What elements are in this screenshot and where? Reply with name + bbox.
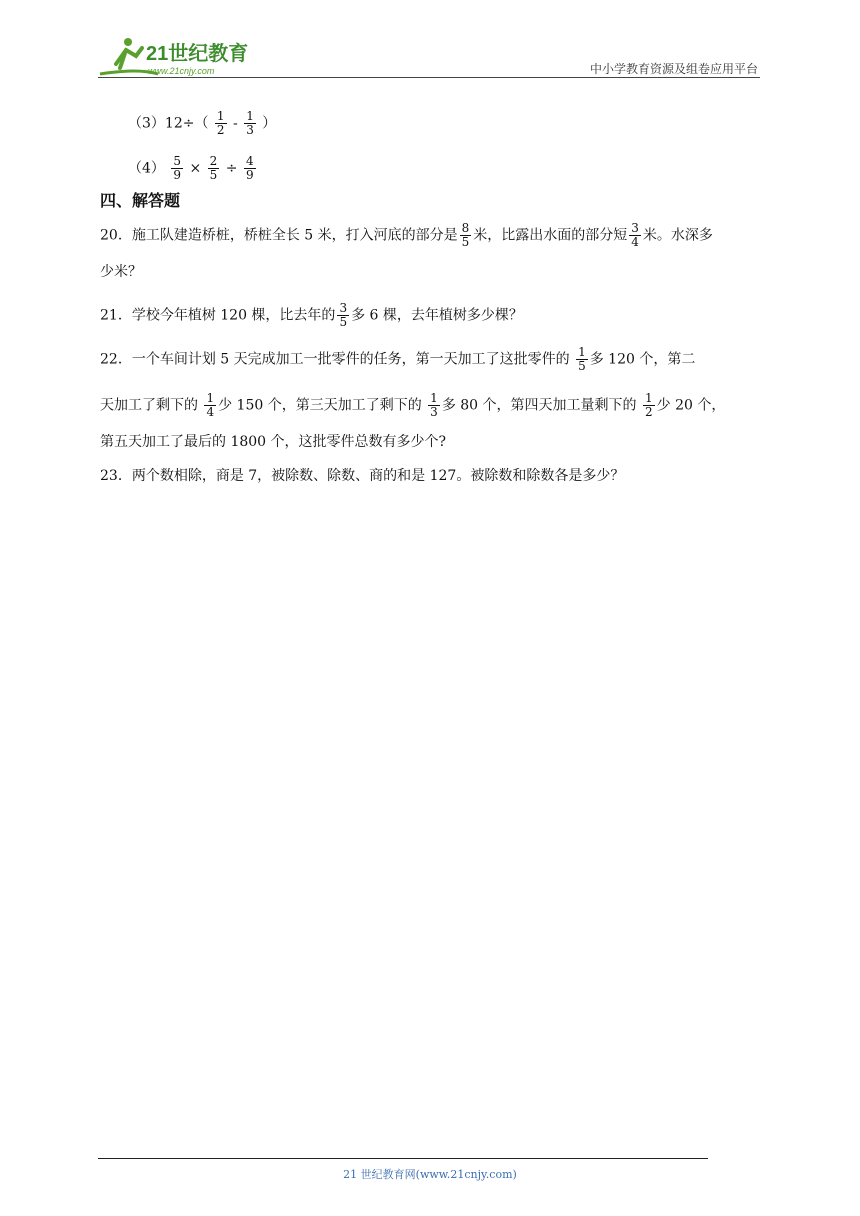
logo-text: 21世纪教育 — [146, 43, 249, 65]
fraction: $\frac{3}{4}$ — [631, 221, 639, 249]
fraction: $\frac{8}{5}$ — [461, 221, 470, 249]
problem-20: 20．施工队建造桥桩，桥桩全长 5 米，打入河底的部分是 $\frac{8}{5}$ 米，比露出水面的部分短 $\frac{3}{4}$ 米。水深多 — [100, 221, 713, 249]
logo-21cnjy — [98, 34, 288, 78]
fraction: $\frac{5}{9}$ — [173, 154, 182, 182]
section-title: 四、解答题 — [100, 191, 181, 210]
footer-text: 21 世纪教育网(www.21cnjy.com) — [343, 1168, 517, 1181]
item-4: （4） $\frac{5}{9}$ × $\frac{2}{5}$ ÷ $\frac{4}{9}$ — [128, 154, 254, 182]
problem-23: 23．两个数相除，商是 7，被除数、除数、商的和是 127。被除数和除数各是多少？ — [100, 468, 625, 484]
fraction: $\frac{1}{4}$ — [206, 391, 215, 419]
fraction: $\frac{1}{5}$ — [578, 345, 586, 373]
footer-divider — [98, 1158, 708, 1159]
fraction: $\frac{2}{5}$ — [209, 154, 218, 182]
problem-22-line3: 第五天加工了最后的 1800 个，这批零件总数有多少个? — [100, 434, 447, 450]
problem-22-line2: 天加工了剩下的 $\frac{1}{4}$ 少 150 个，第三天加工了剩下的 $\frac{1}{3}$ 多 80 个，第四天加工量剩下的 $\frac{1}{2}$ 少 20 个， — [100, 391, 726, 419]
fraction: $\frac{1}{3}$ — [430, 391, 438, 419]
fraction: $\frac{1}{3}$ — [246, 109, 254, 137]
fraction: $\frac{1}{2}$ — [644, 391, 653, 419]
problem-21: 21．学校今年植树 120 棵，比去年的 $\frac{3}{5}$ 多 6 棵，去年植树多少棵？ — [100, 301, 523, 329]
logo-url: www.21cnjy.com — [148, 66, 215, 76]
fraction: $\frac{1}{2}$ — [216, 109, 225, 137]
fraction: $\frac{4}{9}$ — [245, 154, 254, 182]
item-3: （3）12÷（ $\frac{1}{2}$ - $\frac{1}{3}$ ） — [128, 109, 277, 137]
problem-22: 22．一个车间计划 5 天完成加工一批零件的任务，第一天加工了这批零件的 $\frac{1}{5}$ 多 120 个，第二 — [100, 345, 696, 373]
header-divider — [98, 77, 760, 78]
page-header — [98, 30, 758, 78]
fraction: $\frac{3}{5}$ — [339, 301, 348, 329]
problem-20-cont: 少米？ — [100, 264, 142, 280]
platform-name: 中小学教育资源及组卷应用平台 — [589, 62, 758, 76]
